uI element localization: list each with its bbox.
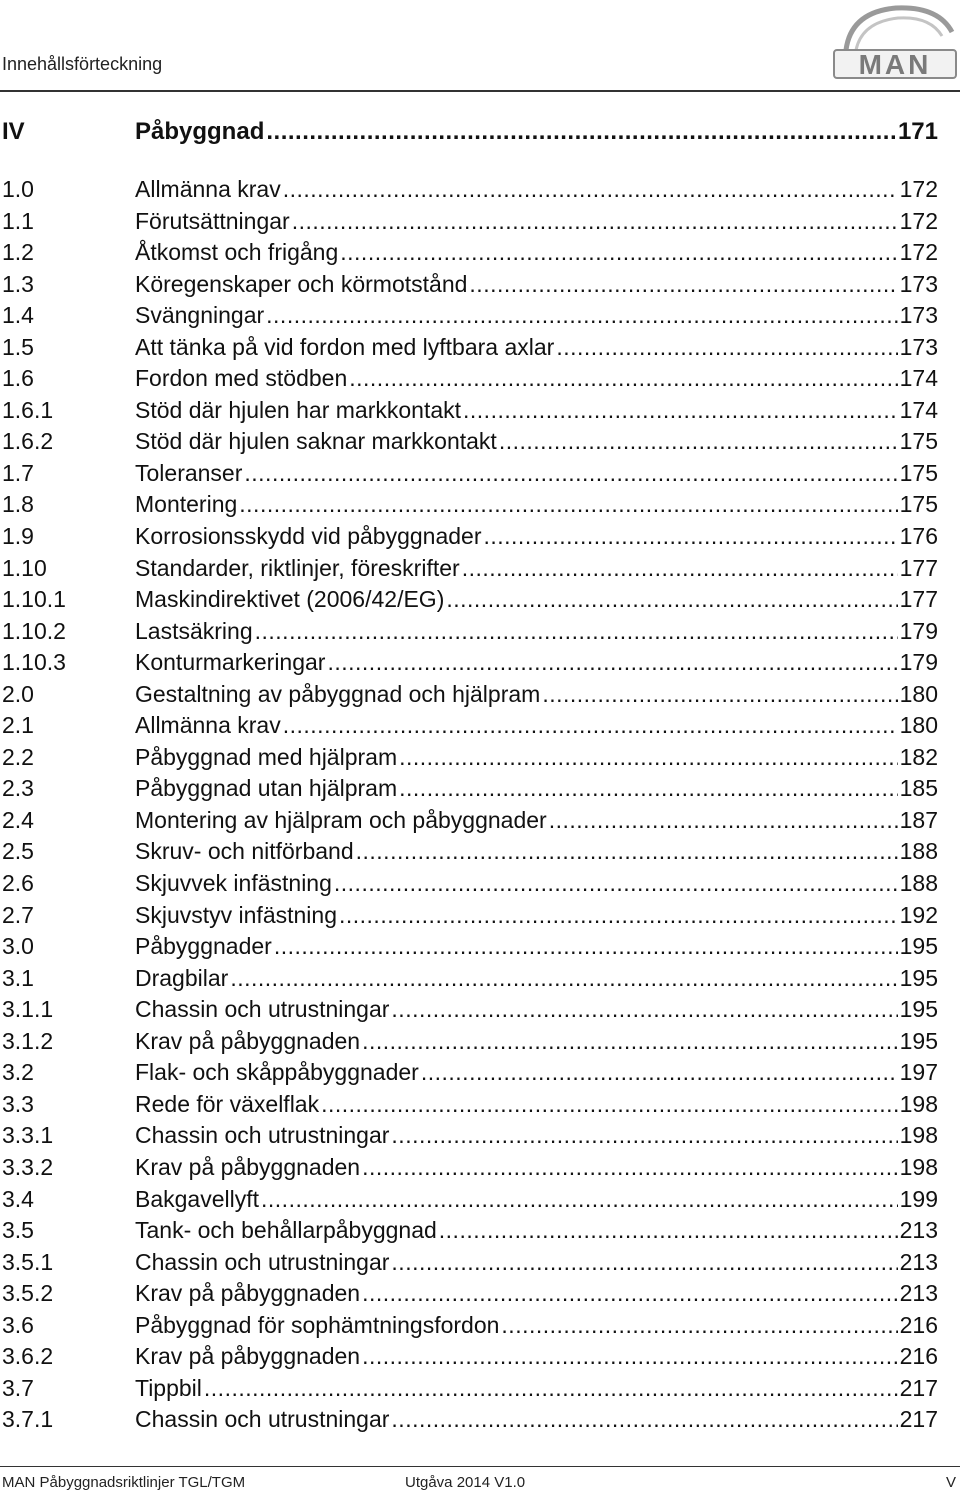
entry-title: Standarder, riktlinjer, föreskrifter <box>135 554 460 581</box>
leader-dots <box>283 174 898 206</box>
entry-number: 3.3.1 <box>2 1122 54 1149</box>
entry-number: 3.5.2 <box>2 1280 54 1307</box>
toc-entry[interactable] <box>0 426 938 458</box>
page-header-title: Innehållsförteckning <box>2 54 163 74</box>
leader-dots <box>349 363 897 395</box>
entry-number: 1.9 <box>2 523 34 550</box>
entry-title: Montering av hjälpram och påbyggnader <box>135 806 547 833</box>
entry-page-number: 188 <box>899 838 938 865</box>
entry-title: Allmänna krav <box>135 712 281 739</box>
entry-page-number: 216 <box>899 1343 938 1370</box>
entry-page-number: 172 <box>899 176 938 202</box>
entry-number: 1.2 <box>2 239 34 266</box>
toc-entry[interactable] <box>0 395 938 427</box>
leader-dots <box>469 269 897 301</box>
leader-dots <box>499 426 898 458</box>
footer-divider <box>0 1466 960 1467</box>
entry-title: Dragbilar <box>135 964 229 991</box>
leader-dots <box>462 553 898 585</box>
toc-entry[interactable] <box>0 710 938 742</box>
entry-number: 3.3.2 <box>2 1153 54 1180</box>
toc-entry[interactable] <box>0 742 938 774</box>
entry-title: Lastsäkring <box>135 617 253 644</box>
leader-dots <box>283 710 898 742</box>
toc-entry[interactable] <box>0 1373 938 1405</box>
toc-entry[interactable] <box>0 868 938 900</box>
table-of-contents <box>0 112 938 1436</box>
entry-number: 1.6 <box>2 365 34 392</box>
entry-number: 1.0 <box>2 176 34 202</box>
toc-entry[interactable] <box>0 206 938 238</box>
entry-number: 1.1 <box>2 207 34 234</box>
logo-text: MAN <box>858 49 932 80</box>
entry-number: 2.5 <box>2 838 34 865</box>
entry-title: Påbyggnader <box>135 933 272 960</box>
entry-title: Tank- och behållarpåbyggnad <box>135 1217 437 1244</box>
entry-page-number: 217 <box>899 1406 938 1433</box>
entry-page-number: 175 <box>899 491 938 518</box>
toc-entry[interactable] <box>0 773 938 805</box>
entry-number: 1.4 <box>2 302 34 329</box>
entry-number: 1.3 <box>2 270 34 297</box>
entry-title: Stöd där hjulen har markkontakt <box>135 396 462 423</box>
entry-page-number: 192 <box>899 901 938 928</box>
leader-dots <box>266 300 897 332</box>
entry-page-number: 217 <box>899 1374 938 1401</box>
entry-title: Maskindirektivet (2006/42/EG) <box>135 586 445 613</box>
toc-entry[interactable] <box>0 900 938 932</box>
toc-entry[interactable] <box>0 963 938 995</box>
leader-dots <box>399 742 898 774</box>
leader-dots <box>327 647 897 679</box>
leader-dots <box>399 773 897 805</box>
entry-number: 2.6 <box>2 870 34 897</box>
toc-entry[interactable] <box>0 489 938 521</box>
entry-page-number: 213 <box>899 1280 938 1307</box>
leader-dots <box>362 1152 898 1184</box>
leader-dots <box>362 1026 898 1058</box>
entry-title: Gestaltning av påbyggnad och hjälpram <box>135 680 541 707</box>
entry-title: Skjuvvek infästning <box>135 870 332 897</box>
leader-dots <box>321 1089 898 1121</box>
entry-title: Påbyggnad utan hjälpram <box>135 775 398 802</box>
entry-page-number: 180 <box>899 712 938 739</box>
toc-entry[interactable] <box>0 931 938 963</box>
entry-title: Fordon med stödben <box>135 365 348 392</box>
entry-title: Rede för växelflak <box>135 1090 320 1117</box>
toc-entry[interactable] <box>0 1215 938 1247</box>
entry-number: 2.7 <box>2 901 34 928</box>
entry-page-number: 175 <box>899 428 938 455</box>
leader-dots <box>339 900 898 932</box>
entry-page-number: 198 <box>899 1090 938 1117</box>
entry-number: 1.10.1 <box>2 586 66 613</box>
entry-title: Åtkomst och frigång <box>135 239 339 266</box>
entry-page-number: 195 <box>899 1027 938 1054</box>
toc-entry[interactable] <box>0 521 938 553</box>
entry-page-number: 174 <box>899 396 938 423</box>
entry-title: Krav på påbyggnaden <box>135 1343 361 1370</box>
entry-page-number: 187 <box>899 806 938 833</box>
leader-dots <box>501 1310 897 1342</box>
toc-entry[interactable] <box>0 679 938 711</box>
entry-title: Krav på påbyggnaden <box>135 1280 361 1307</box>
entry-number: 1.6.2 <box>2 428 54 455</box>
entry-title: Tippbil <box>135 1374 202 1401</box>
entry-number: 1.8 <box>2 491 34 518</box>
toc-entry[interactable] <box>0 994 938 1026</box>
entry-page-number: 173 <box>899 333 938 360</box>
entry-title: Svängningar <box>135 302 265 329</box>
entry-title: Krav på påbyggnaden <box>135 1027 361 1054</box>
toc-entry[interactable] <box>0 458 938 490</box>
entry-title: Chassin och utrustningar <box>135 1248 390 1275</box>
entry-title: Förutsättningar <box>135 207 290 234</box>
entry-page-number: 216 <box>899 1311 938 1338</box>
toc-entry[interactable] <box>0 1152 938 1184</box>
leader-dots <box>261 1184 898 1216</box>
entry-page-number: 197 <box>899 1059 938 1086</box>
leader-dots <box>362 1278 898 1310</box>
entry-number: 3.5.1 <box>2 1248 54 1275</box>
leader-dots <box>463 395 898 427</box>
entry-number: 3.1.1 <box>2 996 54 1023</box>
entry-number: 3.6 <box>2 1311 34 1338</box>
entry-number: 3.4 <box>2 1185 34 1212</box>
toc-entry[interactable] <box>0 1026 938 1058</box>
entry-number: 3.1.2 <box>2 1027 54 1054</box>
toc-entry[interactable] <box>0 647 938 679</box>
toc-entry[interactable] <box>0 1057 938 1089</box>
entry-title: Krav på påbyggnaden <box>135 1153 361 1180</box>
entry-page-number: 195 <box>899 996 938 1023</box>
leader-dots <box>239 489 897 521</box>
entry-number: 1.10 <box>2 554 47 581</box>
toc-entry[interactable] <box>0 1404 938 1436</box>
entry-number: 3.7.1 <box>2 1406 54 1433</box>
entry-title: Att tänka på vid fordon med lyftbara axlar <box>135 333 555 360</box>
entry-title: Stöd där hjulen saknar markkontakt <box>135 428 497 455</box>
leader-dots <box>391 1120 897 1152</box>
leader-dots <box>421 1057 898 1089</box>
entry-title: Korrosionsskydd vid påbyggnader <box>135 523 482 550</box>
entry-number: 1.7 <box>2 459 34 486</box>
entry-number: 1.6.1 <box>2 396 54 423</box>
toc-chapter-row[interactable] <box>0 112 938 152</box>
leader-dots <box>274 931 898 963</box>
toc-entry[interactable] <box>0 269 938 301</box>
footer-page-number: V <box>945 1474 956 1491</box>
leader-dots <box>483 521 897 553</box>
entry-page-number: 195 <box>899 933 938 960</box>
entry-title: Flak- och skåppåbyggnader <box>135 1059 419 1086</box>
toc-entry[interactable] <box>0 1278 938 1310</box>
leader-dots <box>542 679 897 711</box>
entry-number: 2.2 <box>2 743 34 770</box>
entry-number: 3.2 <box>2 1059 34 1086</box>
entry-title: Påbyggnad för sophämtningsfordon <box>135 1311 500 1338</box>
leader-dots <box>549 805 898 837</box>
toc-entry[interactable] <box>0 805 938 837</box>
entry-title: Köregenskaper och körmotstånd <box>135 270 468 297</box>
leader-dots <box>244 458 897 490</box>
toc-entry[interactable] <box>0 836 938 868</box>
chapter-number: IV <box>2 118 25 145</box>
entry-number: 3.6.2 <box>2 1343 54 1370</box>
toc-entry[interactable] <box>0 300 938 332</box>
leader-dots <box>446 584 897 616</box>
entry-title: Allmänna krav <box>135 176 281 202</box>
entry-page-number: 172 <box>899 207 938 234</box>
entry-title: Toleranser <box>135 459 243 486</box>
entry-page-number: 179 <box>899 617 938 644</box>
entry-title: Bakgavellyft <box>135 1185 260 1212</box>
entry-number: 3.1 <box>2 964 34 991</box>
entry-page-number: 175 <box>899 459 938 486</box>
entry-page-number: 182 <box>899 743 938 770</box>
entry-page-number: 172 <box>899 239 938 266</box>
leader-dots <box>204 1373 898 1405</box>
leader-dots <box>292 206 898 238</box>
entry-page-number: 180 <box>899 680 938 707</box>
entry-number: 2.1 <box>2 712 34 739</box>
entry-page-number: 195 <box>899 964 938 991</box>
entry-page-number: 198 <box>899 1122 938 1149</box>
entry-page-number: 213 <box>899 1248 938 1275</box>
toc-entry[interactable] <box>0 363 938 395</box>
entry-page-number: 188 <box>899 870 938 897</box>
toc-entry[interactable] <box>0 1310 938 1342</box>
entry-title: Påbyggnad med hjälpram <box>135 743 398 770</box>
leader-dots <box>255 616 898 648</box>
entry-title: Montering <box>135 491 238 518</box>
entry-page-number: 185 <box>899 775 938 802</box>
leader-dots <box>391 994 897 1026</box>
chapter-title: Påbyggnad <box>135 118 265 145</box>
entry-page-number: 177 <box>899 554 938 581</box>
entry-number: 2.4 <box>2 806 34 833</box>
leader-dots <box>362 1341 898 1373</box>
entry-number: 3.3 <box>2 1090 34 1117</box>
entry-number: 3.5 <box>2 1217 34 1244</box>
leader-dots <box>391 1247 897 1279</box>
entry-page-number: 213 <box>899 1217 938 1244</box>
toc-entry[interactable] <box>0 1089 938 1121</box>
entry-page-number: 199 <box>899 1185 938 1212</box>
entry-page-number: 176 <box>899 523 938 550</box>
entry-page-number: 173 <box>899 270 938 297</box>
man-lion-logo-icon <box>826 2 958 82</box>
toc-entry[interactable] <box>0 1120 938 1152</box>
header-divider <box>0 90 960 92</box>
toc-entry[interactable] <box>0 332 938 364</box>
entry-number: 1.10.2 <box>2 617 66 644</box>
toc-entry[interactable] <box>0 1247 938 1279</box>
entry-title: Chassin och utrustningar <box>135 996 390 1023</box>
entry-number: 1.10.3 <box>2 649 66 676</box>
entry-title: Chassin och utrustningar <box>135 1406 390 1433</box>
toc-entry[interactable] <box>0 553 938 585</box>
leader-dots <box>439 1215 898 1247</box>
leader-dots <box>340 237 897 269</box>
entry-page-number: 173 <box>899 302 938 329</box>
entry-page-number: 177 <box>899 586 938 613</box>
footer-edition: Utgåva 2014 V1.0 <box>405 1474 526 1491</box>
entry-number: 3.0 <box>2 933 34 960</box>
leader-dots <box>266 112 896 152</box>
entry-title: Chassin och utrustningar <box>135 1122 390 1149</box>
toc-entry[interactable] <box>0 1341 938 1373</box>
leader-dots <box>230 963 897 995</box>
entry-title: Konturmarkeringar <box>135 649 326 676</box>
entry-number: 2.0 <box>2 680 34 707</box>
leader-dots <box>391 1404 897 1436</box>
leader-dots <box>556 332 897 364</box>
toc-entry[interactable] <box>0 1184 938 1216</box>
entry-title: Skruv- och nitförband <box>135 838 354 865</box>
toc-entry[interactable] <box>0 616 938 648</box>
leader-dots <box>334 868 898 900</box>
entry-title: Skjuvstyv infästning <box>135 901 337 928</box>
leader-dots <box>356 836 898 868</box>
entry-number: 3.7 <box>2 1374 34 1401</box>
toc-entry[interactable] <box>0 584 938 616</box>
toc-entry[interactable] <box>0 174 938 206</box>
toc-entry[interactable] <box>0 237 938 269</box>
entry-page-number: 174 <box>899 365 938 392</box>
footer-document-title: MAN Påbyggnadsriktlinjer TGL/TGM <box>2 1474 246 1491</box>
chapter-page-number: 171 <box>897 118 938 145</box>
entry-page-number: 198 <box>899 1153 938 1180</box>
entry-number: 2.3 <box>2 775 34 802</box>
entry-number: 1.5 <box>2 333 34 360</box>
entry-page-number: 179 <box>899 649 938 676</box>
